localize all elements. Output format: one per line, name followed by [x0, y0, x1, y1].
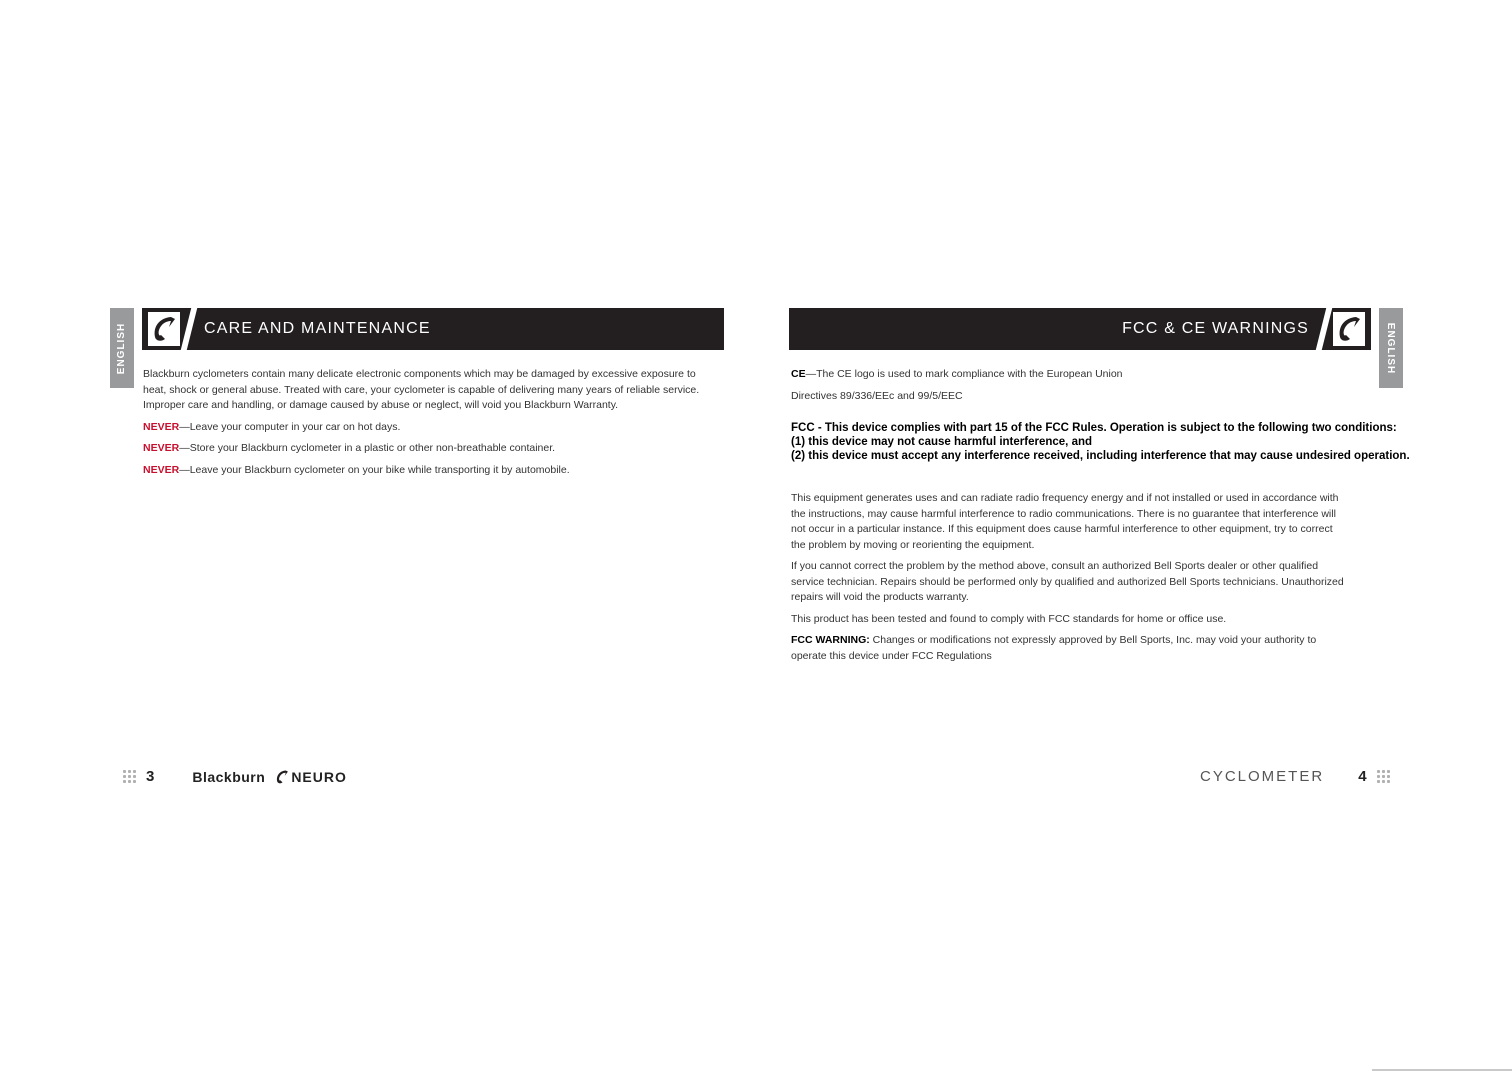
fcc-paragraph: If you cannot correct the problem by the method above, consult an authorized Bell Sports dealer or other qualified service technician. Repairs should be performed only by qualified and authorized Bell Sports technicians. Unauthorized repairs will void the products warranty. [791, 560, 1344, 603]
brand-name: Blackburn [192, 768, 266, 785]
fcc-line: (1) this device may not cause harmful interference, and [791, 436, 1093, 448]
fcc-compliance-block [791, 421, 1410, 463]
language-tab-label: ENGLISH [1385, 322, 1397, 374]
blackburn-swoosh-icon [1333, 312, 1365, 346]
warning-item [143, 420, 708, 436]
footer-label: CYCLOMETER [1200, 768, 1325, 785]
warning-item [143, 441, 708, 457]
ce-label: CE [791, 368, 806, 380]
ce-description: —The CE logo is used to mark compliance with the European Union [805, 368, 1123, 380]
blackburn-swoosh-icon [148, 312, 180, 346]
header-slash [181, 308, 197, 350]
footer-right [1200, 768, 1390, 785]
care-header-bar [142, 308, 724, 350]
language-tab-label: ENGLISH [116, 322, 128, 374]
page-number: 4 [1358, 768, 1367, 785]
fcc-paragraph: This product has been tested and found to comply with FCC standards for home or office use. [791, 612, 1227, 625]
fcc-header-bar [789, 308, 1371, 350]
language-tab-left [110, 308, 134, 388]
fcc-warning-paragraph [791, 633, 1346, 664]
footer-left [123, 768, 347, 785]
directives-line: Directives 89/336/EEc and 99/5/EEC [791, 389, 963, 402]
fcc-warning-label: FCC WARNING: [791, 634, 870, 646]
ce-text [791, 367, 1361, 404]
language-tab-right [1379, 308, 1403, 388]
dot-grid-icon [1377, 770, 1390, 783]
fcc-warning-text: Changes or modifications not expressly approved by Bell Sports, Inc. may void your authority to operate this device under FCC Regulations [791, 634, 1317, 662]
ce-line [791, 367, 1361, 383]
never-label: NEVER [143, 442, 180, 454]
dot-grid-icon [123, 770, 136, 783]
fcc-paragraph: This equipment generates uses and can radiate radio frequency energy and if not installed or used in accordance with the instructions, may cause harmful interference to radio communications. There is no guarantee that interference will not occur in a particular instance. If this equipment does cause harmful interference to other equipment, try to correct the problem by moving or reorienting the equipment. [791, 492, 1339, 551]
header-slash [1316, 308, 1332, 350]
fcc-body-text [791, 491, 1346, 664]
care-text [143, 367, 708, 478]
page-number: 3 [146, 768, 155, 785]
never-label: NEVER [143, 420, 180, 433]
warning-text: —Leave your computer in your car on hot days. [179, 420, 401, 433]
warning-item [143, 463, 708, 479]
fcc-line: FCC - This device complies with part 15 of the FCC Rules. Operation is subject to the following two conditions: [791, 422, 1397, 434]
page-title: CARE AND MAINTENANCE [204, 320, 431, 337]
product-name: NEURO [291, 768, 347, 785]
never-label: NEVER [143, 463, 180, 476]
warning-text: —Leave your Blackburn cyclometer on your bike while transporting it by automobile. [179, 463, 570, 476]
blackburn-swoosh-icon [275, 769, 289, 785]
page-title: FCC & CE WARNINGS [1122, 320, 1309, 337]
fcc-line: (2) this device must accept any interference received, including interference that may cause undesired operation. [791, 450, 1410, 462]
warning-text: —Store your Blackburn cyclometer in a plastic or other non-breathable container. [179, 442, 556, 454]
care-intro: Blackburn cyclometers contain many delicate electronic components which may be damaged by excessive exposure to heat, shock or general abuse. Treated with care, your cyclometer is capable of delivering many years of reliable service. Improper care and handling, or damage caused by abuse or neglect, will void you Blackburn Warranty. [143, 368, 700, 411]
